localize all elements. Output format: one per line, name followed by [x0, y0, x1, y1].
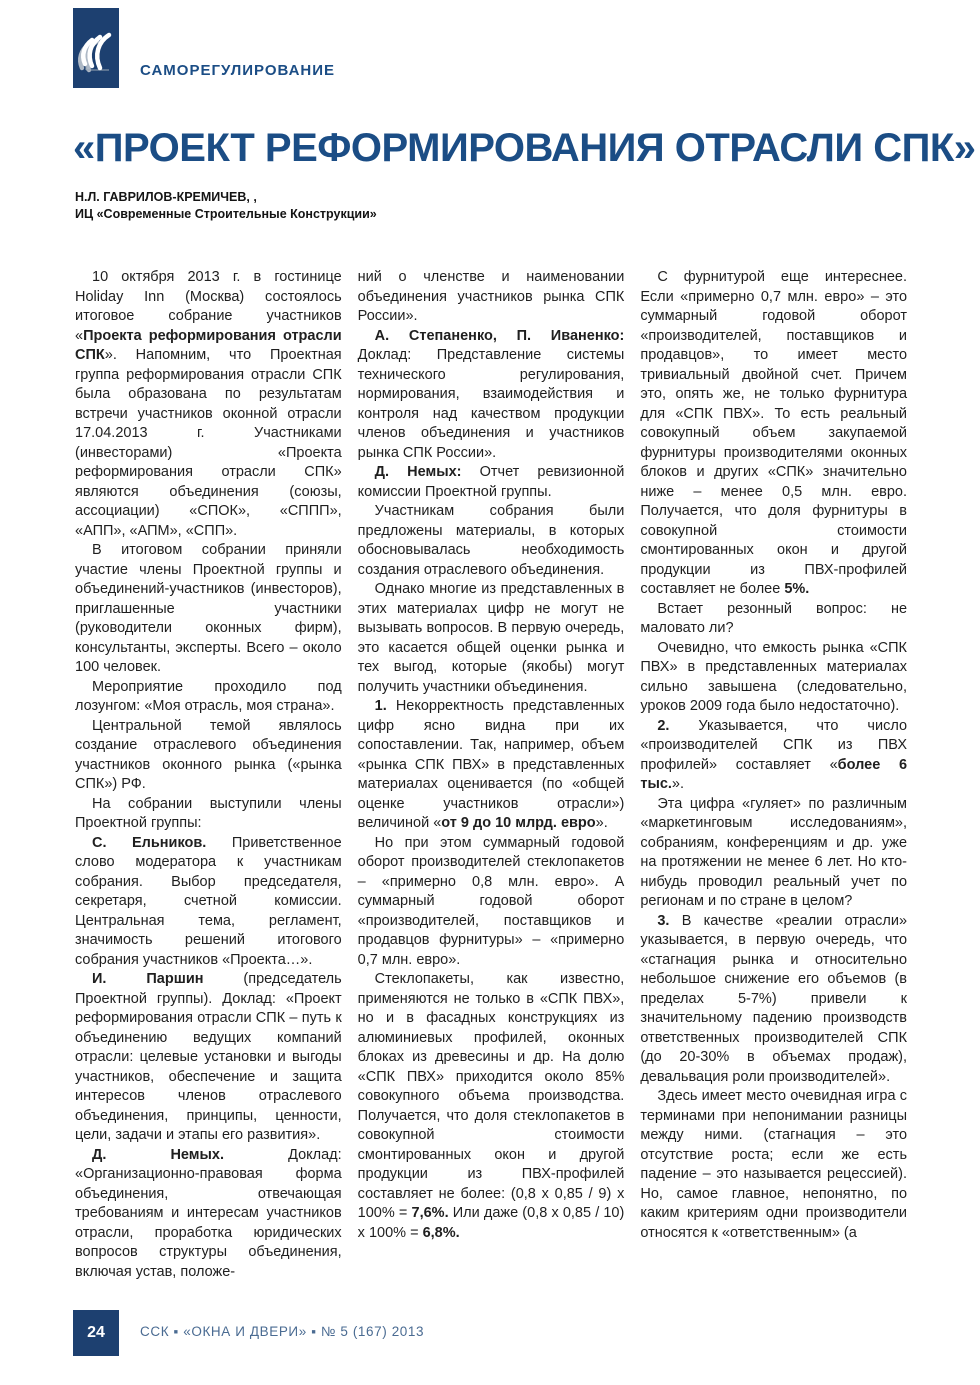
text-run: Доклад: «Организационно-правовая форма объединения, отвечающая требованиям и интересам участников отрасли, проработка юридических вопросов структуры объединения, включая устав, положе- [75, 1146, 342, 1280]
text-run: Встает резонный вопрос: не маловато ли? [640, 600, 908, 636]
text-run: Стеклопакеты, как известно, применяются не только в «СПК ПВХ», но и в фасадных конструкциях из алюминиевых профилей, оконных блоках из древесины и др. На долю «СПК ПВХ» приходится около 85% совокупного объема производства. Получается, что доля стеклопакетов в совокупной стоимости смонтированных окон и другой продукции из ПВХ-профилей составляет не более: (0,8 х 0,85 / 9) х 100% = [357, 971, 625, 1221]
bold-run: 3. [657, 912, 670, 929]
paragraph [640, 600, 907, 639]
paragraph [75, 678, 342, 717]
text-run: На собрании выступили члены Проектной группы: [75, 795, 342, 831]
bold-run: Д. Немых. [92, 1146, 224, 1163]
bold-run: 5%. [784, 581, 810, 597]
bold-run: Д. Немых: [374, 464, 462, 480]
bold-run: от 9 до 10 млрд. евро [441, 815, 596, 831]
byline-author: Н.Л. ГАВРИЛОВ-КРЕМИЧЕВ, , [75, 190, 257, 204]
text-run: В итоговом собрании приняли участие члены Проектной группы и объединений-участников (инвесторов), приглашенные участники (руководители оконных фирм), консультанты, эксперты. Всего – около 100 человек. [75, 542, 342, 675]
column-1 [75, 268, 342, 1282]
byline-affiliation: ИЦ «Современные Строительные Конструкции» [75, 207, 377, 221]
paragraph [640, 912, 907, 1088]
bold-run: 1. [374, 698, 387, 714]
text-run: Доклад: Представление системы технического регулирования, нормирования, взаимодействия и контроля над качеством продукции членов объединения и участников рынка СПК России». [357, 347, 625, 461]
paragraph [640, 795, 907, 912]
text-run: (председатель Проектной группы). Доклад: «Проект реформирования отрасли СПК – путь к объединению ведущих компаний отрасли: целевые установки и выгоды участников, обеспечение и защита интересов членов отраслевого объединения, принципы, ценности, цели, задачи и этапы его развития». [75, 971, 342, 1143]
text-run: С фурнитурой еще интереснее. Если «примерно 0,7 млн. евро» – это суммарный годовой оборот «производителей, поставщиков и продавцов», то имеет место тривиальный двойной счет. Причем это, опять же, не только фурнитура для «СПК ПВХ». То есть реальный совокупный объем закупаемой фурнитуры производителями оконных блоков и других «СПК» значительно ниже – менее 0,5 млн. евро. Получается, что доля фурнитуры в совокупной стоимости смонтированных окон и другой продукции из ПВХ-профилей составляет не более [640, 269, 908, 597]
bold-run: Проекта реформирования отрасли СПК [75, 327, 342, 363]
paragraph [640, 717, 907, 795]
paragraph [75, 541, 342, 678]
text-run: ». [671, 776, 685, 792]
text-run: Однако многие из представленных в этих материалах цифр не могут не вызывать вопросов. В первую очередь, это касается общей оценки рынка и тех выгод, которые (якобы) могут получить участники объединения. [357, 581, 625, 695]
page-number-badge: 24 [73, 1310, 119, 1356]
paragraph [358, 970, 625, 1243]
journal-info: ССК ▪ «ОКНА И ДВЕРИ» ▪ № 5 (167) 2013 [140, 1324, 425, 1339]
paragraph [358, 502, 625, 580]
text-run: Эта цифра «гуляет» по различным «маркетинговым исследованиям», собраниям, конференциям и др. уже на протяжении не менее 6 лет. Но кто-нибудь проводил реальный учет по регионам и по стране в целом? [640, 795, 908, 909]
paragraph [640, 1087, 907, 1243]
column-2 [358, 268, 625, 1282]
column-3 [640, 268, 907, 1282]
paragraph [358, 580, 625, 697]
article-title: «ПРОЕКТ РЕФОРМИРОВАНИЯ ОТРАСЛИ СПК» [73, 126, 976, 170]
text-run: Указывается, что число «производителей СПК из ПВХ профилей» составляет « [640, 717, 908, 773]
paragraph [358, 697, 625, 834]
text-run: Но при этом суммарный годовой оборот производителей стеклопакетов – «примерно 0,8 млн. евро». А суммарный годовой оборот «производителей, поставщиков и продавцов фурнитуры» – «примерно 0,7 млн. евро». [357, 834, 625, 968]
paragraph [358, 463, 625, 502]
text-run: 10 октября 2013 г. в гостинице Holiday Inn (Москва) состоялось итоговое собрание участников « [75, 269, 342, 344]
text-run: Отчет ревизионной комиссии Проектной группы. [357, 464, 625, 500]
bold-run: А. Степаненко, П. Иваненко: [374, 327, 625, 344]
paragraph [358, 834, 625, 971]
bold-run: 2. [657, 717, 670, 734]
byline [75, 189, 377, 223]
paragraph [75, 717, 342, 795]
text-run: ний о членстве и наименовании объединения участников рынка СПК России». [357, 269, 625, 324]
bold-run: С. Ельников. [92, 834, 207, 851]
text-run: Некорректность представленных цифр ясно видна при их сопоставлении. Так, например, объем «рынка СПК ПВХ» в представленных материалах оценивается (по «общей оценке участников отрасли») величиной « [357, 698, 625, 831]
text-run: ». [595, 815, 608, 831]
text-run: Очевидно, что емкость рынка «СПК ПВХ» в представленных материалах сильно завышена (следовательно, уроков 2009 года было недостаточно). [640, 639, 908, 714]
paragraph [75, 970, 342, 1146]
text-run: ». Напомним, что Проектная группа реформирования отрасли СПК была образована по результатам встречи участников оконной отрасли 17.04.2013 г. Участниками (инвесторами) «Проекта реформирования отрасли СПК» являются объединения (союзы, ассоциации) «СПОК», «СППП», «АПП», «АПМ», «СПП». [75, 347, 342, 539]
section-kicker: САМОРЕГУЛИРОВАНИЕ [140, 62, 336, 79]
paragraph [75, 795, 342, 834]
paragraph [358, 327, 625, 464]
article-body [75, 268, 907, 1282]
text-run: Или даже (0,8 х 0,85 / 10) х 100% = [357, 1205, 625, 1241]
text-run: Центральной темой являлось создание отраслевого объединения участников оконного рынка («рынка СПК») РФ. [75, 717, 342, 792]
bold-run: И. Паршин [92, 971, 204, 987]
bold-run: 7,6%. [411, 1205, 449, 1221]
paragraph [640, 639, 907, 717]
text-run: В качестве «реалии отрасли» указывается, в первую очередь, что «стагнация рынка и относительно небольшое снижение его объемов (в пределах 5-7%) привели к значительному падению производств ответственных производителей СПК (до 20-30% в объемах продаж), девальвация роли производителей». [640, 912, 908, 1085]
paragraph [75, 268, 342, 541]
paragraph [75, 834, 342, 971]
text-run: Здесь имеет место очевидная игра с терминами при непонимании разницы между ними. (стагнация – это отсутствие роста; если же есть падение – это называется рецессией). Но, самое главное, непонятно, по каким критериям одни производители относятся к «ответственным» (а [640, 1088, 908, 1241]
paragraph [640, 268, 907, 600]
paragraph [358, 268, 625, 327]
text-run: Мероприятие проходило под лозунгом: «Моя отрасль, моя страна». [75, 678, 342, 714]
bold-run: 6,8%. [422, 1224, 460, 1241]
swoosh-leaves-icon [73, 8, 119, 88]
text-run: Приветственное слово модератора к участникам собрания. Выбор председателя, секретаря, счетной комиссии. Центральная тема, регламент, значимость решений итогового собрания участников «Проекта…». [75, 834, 342, 968]
bold-run: более 6 тыс. [640, 756, 908, 792]
paragraph [75, 1146, 342, 1283]
text-run: Участникам собрания были предложены материалы, в которых обосновывалась необходимость создания отраслевого объединения. [357, 503, 625, 578]
publisher-logo [73, 8, 119, 88]
